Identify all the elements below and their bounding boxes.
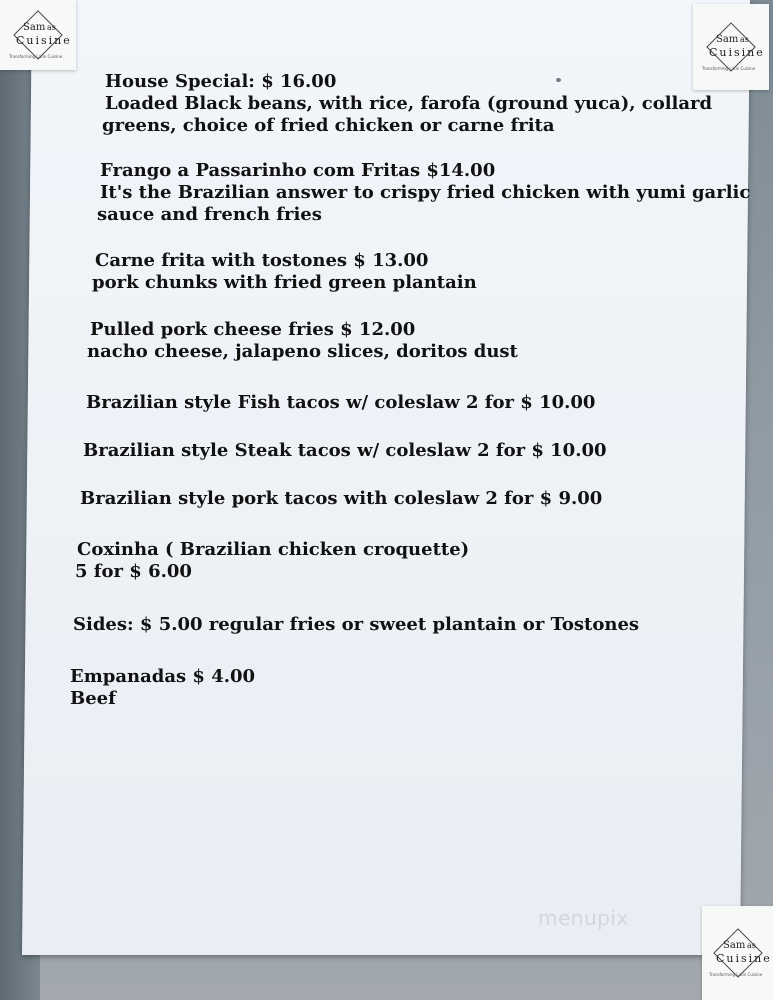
menu-item-title: Coxinha ( Brazilian chicken croquette): [77, 539, 470, 560]
menu-item-title: Empanadas $ 4.00: [70, 666, 256, 687]
menu-item-title: Pulled pork cheese fries $ 12.00: [90, 319, 416, 340]
menu-item-title: Brazilian style Fish tacos w/ coleslaw 2 for $ 10.00: [86, 392, 596, 413]
menu-item-steak-tacos: [83, 440, 607, 462]
menu-item-desc: Loaded Black beans, with rice, farofa (ground yuca), collard: [105, 93, 713, 114]
logo-top-left: [0, 0, 76, 70]
menu-item-desc: greens, choice of fried chicken or carne frita: [102, 115, 555, 136]
menu-item-pulled-pork-fries: [87, 319, 518, 363]
menu-item-sides: [73, 614, 639, 636]
logo-tagline: Transforming Latin Cuisine: [702, 66, 756, 71]
logo-text-sam: Sam: [716, 34, 739, 45]
logo-text-as: as: [746, 941, 756, 950]
logo-tagline: Transforming Latin Cuisine: [708, 972, 762, 977]
menu-item-house-special: [102, 71, 713, 137]
logo-text-as: as: [740, 35, 749, 44]
watermark: menupix: [538, 906, 629, 930]
menu-item-title: Brazilian style Steak tacos w/ coleslaw 2 for $ 10.00: [83, 440, 607, 461]
menu-item-title: Carne frita with tostones $ 13.00: [95, 250, 429, 271]
samias-cuisine-logo-icon: [3, 0, 73, 70]
logo-tagline: Transforming Latin Cuisine: [9, 54, 63, 59]
menu-paper: [22, 0, 750, 955]
logo-text-cuisine: Cuisine: [715, 952, 772, 965]
samias-cuisine-logo-icon: [703, 918, 773, 988]
logo-text-sam: Sam: [722, 940, 745, 951]
menu-item-title: House Special: $ 16.00: [105, 71, 337, 92]
menu-item-pork-tacos: [80, 488, 602, 510]
menu-item-carne-frita: [92, 250, 477, 294]
logo-text-cuisine: Cuisine: [16, 34, 72, 47]
menu-item-frango: [97, 160, 751, 226]
menu-item-desc: Beef: [70, 688, 116, 709]
menu-item-empanadas: [70, 666, 255, 710]
menu-item-coxinha: [77, 539, 469, 583]
logo-text-as: as: [47, 23, 56, 32]
menu-item-fish-tacos: [86, 392, 595, 414]
logo-bottom-right: [702, 906, 773, 1000]
logo-text-sam: Sam: [23, 22, 46, 33]
menu-item-desc: nacho cheese, jalapeno slices, doritos dust: [87, 341, 518, 362]
menu-item-title: Sides: $ 5.00 regular fries or sweet plantain or Tostones: [73, 614, 640, 635]
logo-text-cuisine: Cuisine: [709, 46, 765, 59]
menu-item-desc: It's the Brazilian answer to crispy fried chicken with yumi garlic: [100, 182, 751, 203]
menu-item-title: Brazilian style pork tacos with coleslaw 2 for $ 9.00: [80, 488, 603, 509]
menu-item-desc: 5 for $ 6.00: [75, 561, 192, 582]
menu-item-desc: sauce and french fries: [97, 204, 322, 225]
menu-item-title: Frango a Passarinho com Fritas $14.00: [100, 160, 496, 181]
menu-item-desc: pork chunks with fried green plantain: [92, 272, 477, 293]
